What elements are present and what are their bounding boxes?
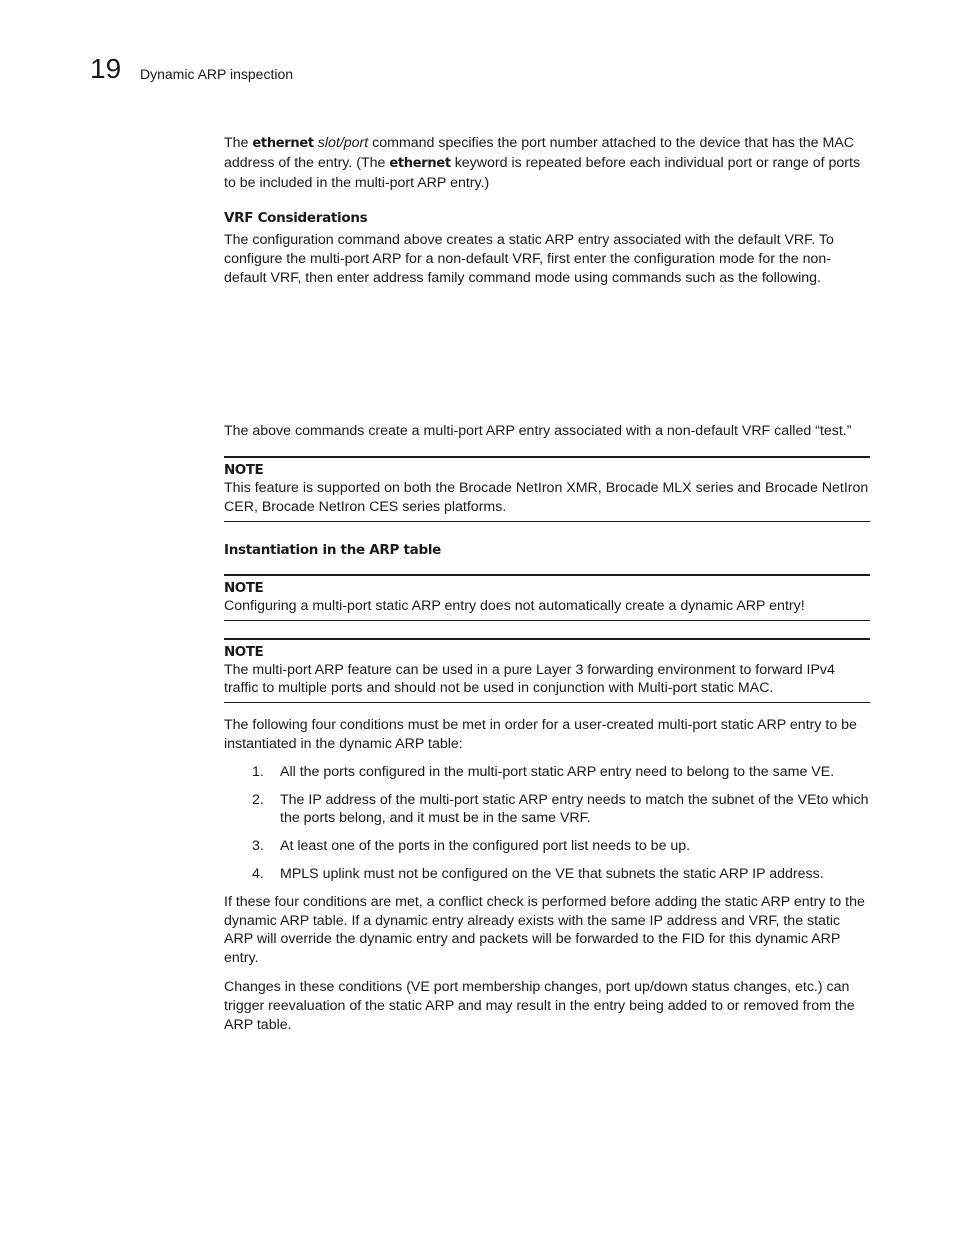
chapter-number: 19 — [90, 53, 122, 84]
vrf-paragraph: The configuration command above creates a static ARP entry associated with the default VRF. To configure the multi-port ARP for a non-default VRF, first enter the configuration mode for the non-default VRF, then enter address family command mode using commands such as the following. — [224, 232, 834, 286]
conditions-intro: The following four conditions must be met in order for a user-created multi-port static ARP entry to be instantiated in the dynamic ARP table: — [224, 717, 857, 752]
note-label: NOTE — [224, 643, 264, 660]
list-text: All the ports configured in the multi-port static ARP entry need to belong to the same VE. — [280, 763, 835, 780]
list-item — [224, 791, 870, 829]
note-box — [224, 638, 870, 704]
list-item — [224, 763, 870, 782]
list-number: 1. — [252, 763, 264, 780]
ethernet-keyword: ethernet — [252, 136, 314, 151]
note-box — [224, 456, 870, 522]
list-text: The IP address of the multi-port static ARP entry needs to match the subnet of the VEto which the ports belong, and it must be in the same VRF. — [280, 791, 869, 827]
list-item — [224, 865, 870, 884]
intro-text-a: The — [224, 135, 253, 151]
list-number: 2. — [252, 791, 264, 808]
ethernet-keyword: ethernet — [389, 155, 451, 171]
note-text: Configuring a multi-port static ARP entry does not automatically create a dynamic ARP entry! — [224, 597, 805, 614]
note-label: NOTE — [224, 462, 264, 479]
reevaluation-paragraph: Changes in these conditions (VE port membership changes, port up/down status changes, etc.) can trigger reevaluation of the static ARP and may result in the entry being added to or removed from the ARP table. — [224, 978, 855, 1033]
chapter-title: Dynamic ARP inspection — [140, 66, 294, 82]
intro-paragraph — [224, 134, 870, 192]
intro-text-c: command specifies the port number attached to the device that has the MAC address of the entry. (The — [224, 135, 855, 171]
list-item — [224, 837, 870, 856]
list-text: MPLS uplink must not be configured on the VE that subnets the static ARP IP address. — [280, 865, 824, 882]
intro-text-d: keyword is repeated before each individual port or range of ports to be included in the multi-port ARP entry.) — [224, 154, 861, 191]
note-text: This feature is supported on both the Brocade NetIron XMR, Brocade MLX series and Brocade NetIron CER, Brocade NetIron CES series platforms. — [224, 480, 869, 516]
page-content — [224, 134, 870, 1034]
conflict-check-paragraph: If these four conditions are met, a conflict check is performed before adding the static ARP entry to the dynamic ARP table. If a dynamic entry already exists with the same IP address and VRF, the static ARP will override the dynamic entry and packets will be forwarded to the FID for this dynamic ARP entry. — [224, 893, 865, 967]
instantiation-heading: Instantiation in the ARP table — [224, 541, 442, 558]
list-number: 3. — [252, 838, 264, 855]
note-text: The multi-port ARP feature can be used in a pure Layer 3 forwarding environment to forward IPv4 traffic to multiple ports and should not be used in conjunction with Multi-port static MAC. — [224, 661, 835, 697]
slot-port-param: slot/port — [317, 135, 369, 151]
list-number: 4. — [252, 865, 264, 882]
conditions-list — [224, 763, 870, 884]
vrf-after-commands-paragraph: The above commands create a multi-port ARP entry associated with a non-default VRF called “test.” — [224, 422, 852, 439]
list-text: At least one of the ports in the configured port list needs to be up. — [280, 838, 691, 855]
note-box — [224, 574, 870, 621]
vrf-heading: VRF Considerations — [224, 210, 368, 227]
note-label: NOTE — [224, 579, 264, 596]
